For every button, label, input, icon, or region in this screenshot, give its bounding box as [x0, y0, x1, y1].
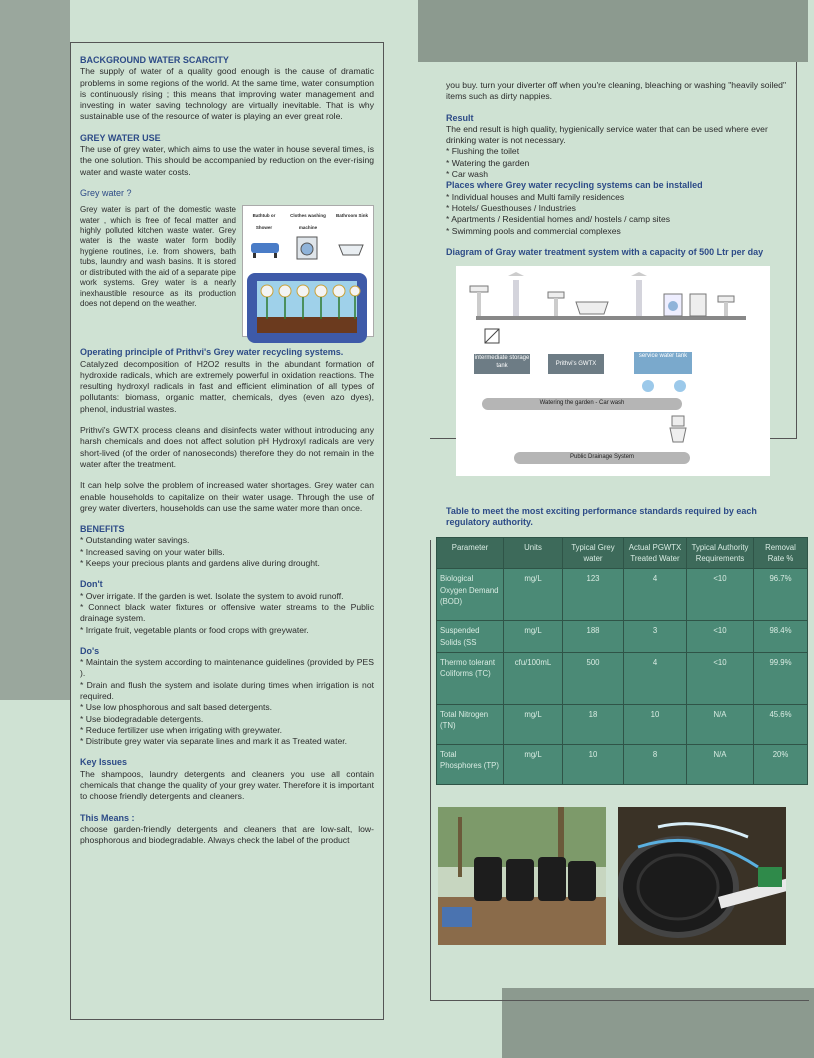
grey-water-illustration	[242, 205, 374, 337]
table-cell: 10	[624, 704, 687, 744]
table-cell: <10	[687, 621, 754, 653]
header-cell: Units	[504, 537, 563, 569]
list-item: * Over irrigate. If the garden is wet. Isolate the system to avoid runoff.	[80, 591, 374, 602]
header-cell: Actual PGWTX Treated Water	[624, 537, 687, 569]
table-row	[437, 621, 808, 653]
table-cell: 4	[624, 652, 687, 704]
places-list	[446, 192, 786, 237]
performance-table	[436, 537, 808, 785]
header-cell: Typical Grey water	[563, 537, 624, 569]
gwtx-text: Prithvi's GWTX process cleans and disinfects water without introducing any harsh chemicals and does not affect solution pH Hydroxyl radicals are very short-lived (of the order of nanoseconds) therefore they do not remain in the water after the treatment.	[80, 425, 374, 469]
pump-icon	[674, 380, 686, 392]
list-item: * Outstanding water savings.	[80, 535, 374, 546]
table-cell: mg/L	[504, 621, 563, 653]
pump-icon	[642, 380, 654, 392]
photos-row	[438, 807, 786, 945]
list-item: * Hotels/ Guesthouses / Industries	[446, 203, 786, 214]
diagram-title: Diagram of Gray water treatment system with a capacity of 500 Ltr per day	[446, 246, 764, 257]
table-cell: 20%	[754, 744, 808, 784]
result-title: Result	[446, 112, 474, 123]
list-item: * Swimming pools and commercial complexes	[446, 226, 786, 237]
sink-icon	[718, 296, 734, 316]
table-cell: 96.7%	[754, 569, 808, 621]
left-column	[80, 55, 374, 857]
table-cell: 8	[624, 744, 687, 784]
table-cell: 123	[563, 569, 624, 621]
installation-photo-tanks	[438, 807, 606, 945]
grey-water-use-title: GREY WATER USE	[80, 132, 161, 143]
table-cell: 18	[563, 704, 624, 744]
washing-machine-icon	[297, 237, 317, 259]
list-item: * Keeps your precious plants and gardens alive during drought.	[80, 558, 374, 569]
background-text: The supply of water of a quality good enough is the cause of dramatic problems in some regions of the world. At the same time, water consumption is continuously rising ; this means that improving water management and investing in water saving technology are virtually inevitable. That is why sustainable use of the resource of water is playing an ever great role.	[80, 66, 374, 122]
washing-machine-icon	[664, 294, 682, 316]
drainage-pipe: Public Drainage System	[514, 452, 690, 464]
table-cell: 45.6%	[754, 704, 808, 744]
table-cell: 3	[624, 621, 687, 653]
table-cell: 10	[563, 744, 624, 784]
washbasin-icon	[470, 286, 488, 316]
operating-text: Catalyzed decomposition of H2O2 results in the abundant formation of hydroxide radicals, which are extremely powerful in oxidation reactions. The resulting hydroxyl radicals in fast and efficient elimination of all types of pollutants: biomass, organic matter, chemicals, dyes (even azo dyes), phenol, industrial wastes.	[80, 358, 374, 414]
table-cell: 500	[563, 652, 624, 704]
table-cell: mg/L	[504, 744, 563, 784]
garden-pipe: Watering the garden - Car wash	[482, 398, 682, 410]
figure-label-washer: Clothes washing machine	[290, 213, 326, 230]
table-cell: Total Nitrogen (TN)	[437, 704, 504, 744]
table-row	[437, 569, 808, 621]
grey-water-title: Grey water ?	[80, 187, 132, 198]
top-right-decor-band	[418, 0, 808, 62]
header-cell: Typical Authority Requirements	[687, 537, 754, 569]
list-item: * Apartments / Residential homes and/ hostels / camp sites	[446, 214, 786, 225]
list-item: * Use low phosphorous and salt based detergents.	[80, 702, 374, 713]
continuation-text: you buy. turn your diverter off when you're cleaning, bleaching or washing "heavily soiled" items such as dirty nappies.	[446, 80, 786, 102]
list-item: * Distribute grey water via separate lines and mark it as Treated water.	[80, 736, 374, 747]
bathtub-icon	[576, 302, 608, 314]
table-cell: 98.4%	[754, 621, 808, 653]
shower-icon	[631, 272, 647, 316]
grey-water-use-text: The use of grey water, which aims to use the water in house several times, is the one solution. This should be accompanied by reduction on the ever-rising water and waste water costs.	[80, 144, 374, 177]
list-item: * Irrigate fruit, vegetable plants or food crops with greywater.	[80, 625, 374, 636]
installation-photo-piping	[618, 807, 786, 945]
list-item: * Drain and flush the system and isolate during times when irrigation is not required.	[80, 680, 374, 703]
table-cell: N/A	[687, 704, 754, 744]
figure-label-bathtub: Bathtub or Shower	[252, 213, 276, 230]
table-cell: <10	[687, 569, 754, 621]
result-text: The end result is high quality, hygienically service water that can be used where ever drinking water is not necessary.	[446, 123, 768, 146]
treatment-diagram	[456, 266, 770, 476]
shower-icon	[508, 272, 524, 316]
dos-list	[80, 657, 374, 747]
key-issues-title: Key Issues	[80, 757, 128, 768]
table-cell: Suspended Solids (SS	[437, 621, 504, 653]
fixtures-drawing	[456, 266, 770, 336]
benefits-title: BENEFITS	[80, 524, 125, 535]
table-cell: 4	[624, 569, 687, 621]
list-item: * Individual houses and Multi family residences	[446, 192, 786, 203]
dont-title: Don't	[80, 579, 103, 590]
list-item: * Increased saving on your water bills.	[80, 547, 374, 558]
filter-icon	[484, 328, 500, 344]
header-cell: Removal Rate %	[754, 537, 808, 569]
table-row	[437, 704, 808, 744]
background-title: BACKGROUND WATER SCARCITY	[80, 55, 229, 65]
toilet-icon	[664, 414, 694, 454]
table-cell: mg/L	[504, 704, 563, 744]
storage-tank-box: intermediate storage tank	[474, 354, 530, 374]
list-item: * Maintain the system according to maintenance guidelines (provided by PES ).	[80, 657, 374, 680]
table-cell: Thermo tolerant Coliforms (TC)	[437, 652, 504, 704]
table-cell: N/A	[687, 744, 754, 784]
table-cell: Biological Oxygen Demand (BOD)	[437, 569, 504, 621]
sink-icon	[339, 245, 363, 255]
table-cell: 99.9%	[754, 652, 808, 704]
header-cell: Parameter	[437, 537, 504, 569]
sink-icon	[548, 292, 564, 316]
left-decor-band	[0, 0, 70, 700]
table-cell: <10	[687, 652, 754, 704]
right-column	[440, 80, 796, 945]
table-cell: Total Phosphores (TP)	[437, 744, 504, 784]
table-title: Table to meet the most exciting performance standards required by each regulatory authority.	[446, 506, 757, 528]
table-row	[437, 652, 808, 704]
bathtub-icon	[251, 243, 279, 258]
list-item: * Use biodegradable detergents.	[80, 714, 374, 725]
list-item: * Reduce fertilizer use when irrigating with greywater.	[80, 725, 374, 736]
shortage-text: It can help solve the problem of increased water shortages. Grey water can enable households to capitalize on their water usage. Through the use of grey water diverters, households can use the same water more than once.	[80, 480, 374, 513]
list-item: * Watering the garden	[446, 158, 786, 169]
list-item: * Car wash	[446, 169, 786, 180]
result-list	[446, 146, 786, 180]
dryer-icon	[690, 294, 706, 316]
list-item: * Connect black water fixtures or offensive water streams to the Public drainage system.	[80, 602, 374, 625]
key-issues-text: The shampoos, laundry detergents and cleaners you use all contain chemicals that change the quality of your grey water. Therefore it is important to choose friendly detergents and cleaners.	[80, 768, 374, 802]
grey-water-text: Grey water is part of the domestic waste water , which is free of fecal matter and highly polluted kitchen waste water. Grey water is the waste water form bodily hygiene routines, i.e. from showers, bath tubs, laundry and wash basins. It is stored or distributed with the aid of a separate pipe work systems. Grey water is a nearly inexhaustible resource as its production does not depend on the weather.	[80, 205, 236, 308]
places-title: Places where Grey water recycling systems can be installed	[446, 180, 703, 191]
this-means-title: This Means :	[80, 812, 135, 823]
operating-title: Operating principle of Prithvi's Grey water recycling systems.	[80, 347, 344, 358]
benefits-list	[80, 535, 374, 569]
grey-water-drawing	[243, 233, 373, 349]
table-cell: mg/L	[504, 569, 563, 621]
dos-title: Do's	[80, 645, 100, 656]
table-cell: cfu/100mL	[504, 652, 563, 704]
dont-list	[80, 591, 374, 636]
service-tank-box: service water tank	[634, 352, 692, 374]
table-cell: 188	[563, 621, 624, 653]
figure-label-sink: Bathroom Sink	[335, 213, 368, 219]
this-means-text: choose garden-friendly detergents and cleaners that are low-salt, low-phosphorous and biodegradable. Always check the label of the product	[80, 823, 374, 846]
table-row	[437, 744, 808, 784]
list-item: * Flushing the toilet	[446, 146, 786, 157]
gwtx-box: Prithvi's GWTX	[548, 354, 604, 374]
table-header-row	[437, 537, 808, 569]
